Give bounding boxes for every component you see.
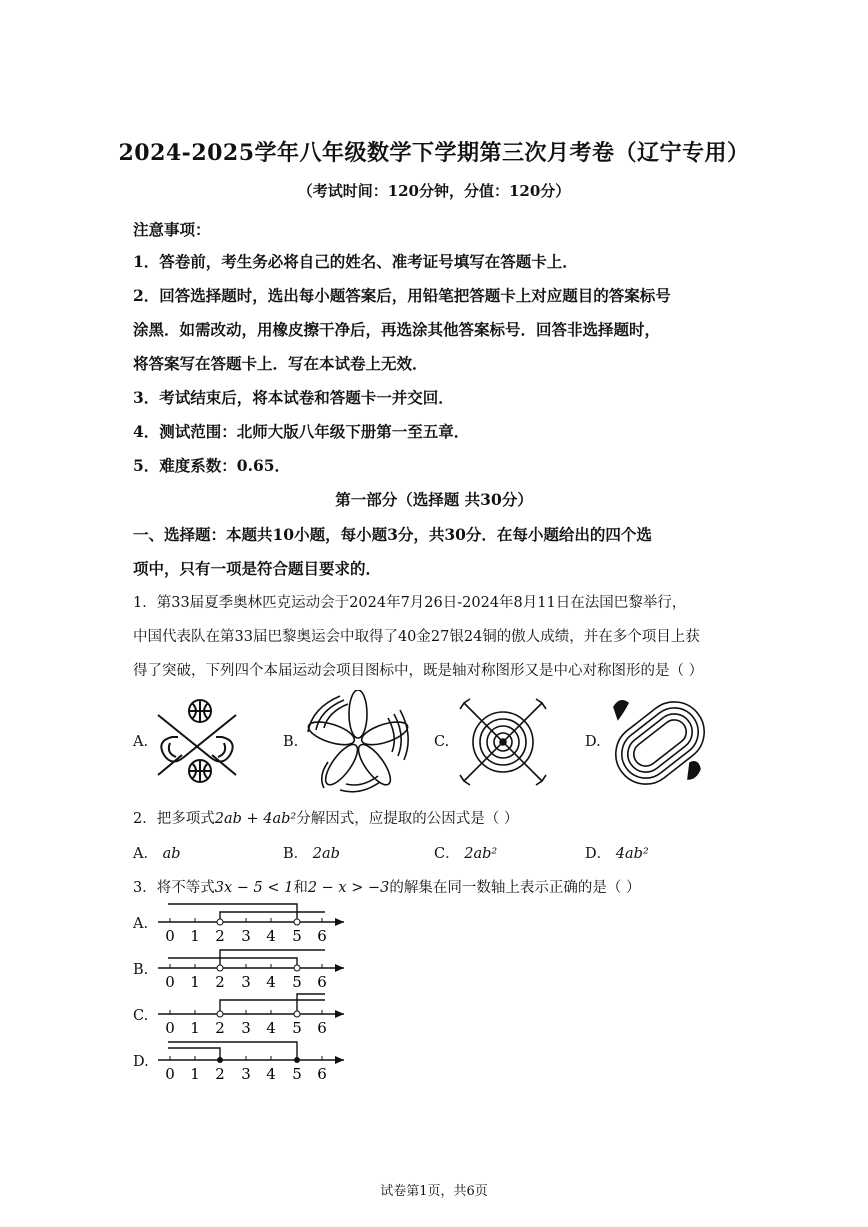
number-line-option-d-label: D. <box>133 1054 149 1070</box>
question-1-text: 得了突破，下列四个本届运动会项目图标中，既是轴对称图形又是中心对称图形的是（ ） <box>133 663 704 679</box>
tick-label: 2 <box>215 1019 225 1036</box>
tick-label: 4 <box>266 927 276 944</box>
note-item: 5．难度系数：0.65． <box>133 456 291 475</box>
number-line-option-c-label: C. <box>133 1008 149 1024</box>
tick-label: 0 <box>165 973 175 990</box>
option-c-label: C. <box>434 734 450 750</box>
option-value: 4ab² <box>615 846 649 862</box>
tick-label: 5 <box>292 1019 302 1036</box>
number-line-a <box>150 898 350 944</box>
tick-label: 5 <box>292 973 302 990</box>
question-2-suffix: 分解因式，应提取的公因式是（ ） <box>296 811 519 827</box>
notes-heading: 注意事项： <box>133 220 211 239</box>
option-value: 2ab² <box>464 846 498 862</box>
question-3-inequality-2: 2 − x > −3 <box>307 880 390 896</box>
exam-info: （考试时间：120分钟，分值：120分） <box>297 182 571 200</box>
tick-label: 6 <box>317 1019 327 1036</box>
number-line-c <box>150 990 350 1036</box>
number-line-d <box>150 1036 350 1082</box>
tick-label: 2 <box>215 973 225 990</box>
question-2-option-c <box>434 842 497 863</box>
question-2-option-b <box>283 842 340 863</box>
option-letter: A． <box>133 846 158 862</box>
option-letter: D． <box>585 846 612 862</box>
tick-label: 0 <box>165 1065 175 1082</box>
question-1-text: 中国代表队在第33届巴黎奥运会中取得了40金27银24铜的傲人成绩，并在多个项目上获 <box>133 629 700 645</box>
tick-label: 3 <box>241 1065 251 1082</box>
tick-label: 5 <box>292 1065 302 1082</box>
tick-label: 2 <box>215 927 225 944</box>
question-3-suffix: 的解集在同一数轴上表示正确的是（ ） <box>389 880 641 896</box>
tick-label: 6 <box>317 1065 327 1082</box>
number-line-b <box>150 944 350 990</box>
tick-label: 1 <box>190 1019 200 1036</box>
number-line-option-b-label: B. <box>133 962 149 978</box>
option-value: ab <box>162 846 181 862</box>
question-3-prefix: 3．将不等式 <box>133 880 215 896</box>
page-footer: 试卷第1页，共6页 <box>380 1184 488 1199</box>
note-item: 4．测试范围：北师大版八年级下册第一至五章． <box>133 422 470 441</box>
option-b-label: B. <box>283 734 299 750</box>
tick-label: 1 <box>190 1065 200 1082</box>
tick-label: 1 <box>190 927 200 944</box>
question-3-conjunction: 和 <box>293 880 308 896</box>
tick-label: 5 <box>292 927 302 944</box>
tick-label: 0 <box>165 1019 175 1036</box>
tick-label: 0 <box>165 927 175 944</box>
question-1-text: 1．第33届夏季奥林匹克运动会于2024年7月26日-2024年8月11日在法国巴黎举行， <box>133 595 687 611</box>
option-d-label: D. <box>585 734 601 750</box>
question-2-option-d <box>585 842 649 863</box>
question-2-text <box>133 807 518 828</box>
tick-label: 3 <box>241 1019 251 1036</box>
archery-target-pictogram-icon <box>456 695 550 789</box>
question-3-inequality-1: 3x − 5 < 1 <box>214 880 294 896</box>
tick-label: 6 <box>317 973 327 990</box>
tick-label: 4 <box>266 1065 276 1082</box>
section-instruction: 一、选择题：本题共10小题，每小题3分，共30分．在每小题给出的四个选 <box>133 525 652 544</box>
option-value: 2ab <box>312 846 340 862</box>
note-item: 1．答卷前，考生务必将自己的姓名、准考证号填写在答题卡上． <box>133 252 578 271</box>
tick-label: 4 <box>266 1019 276 1036</box>
option-letter: C． <box>434 846 460 862</box>
note-item: 涂黑．如需改动，用橡皮擦干净后，再选涂其他答案标号．回答非选择题时， <box>133 320 661 339</box>
question-2-polynomial: 2ab + 4ab² <box>214 811 297 827</box>
section-heading: 第一部分（选择题 共30分） <box>335 490 533 509</box>
track-running-pictogram-icon <box>608 693 708 789</box>
tick-label: 1 <box>190 973 200 990</box>
tick-label: 6 <box>317 927 327 944</box>
basketball-pictogram-icon <box>150 697 245 787</box>
option-letter: B． <box>283 846 309 862</box>
page-title: 2024-2025学年八年级数学下学期第三次月考卷（辽宁专用） <box>118 140 750 166</box>
question-3-text <box>133 876 640 897</box>
tick-label: 3 <box>241 927 251 944</box>
note-item: 3．考试结束后，将本试卷和答题卡一并交回． <box>133 388 454 407</box>
tick-label: 2 <box>215 1065 225 1082</box>
question-2-option-a <box>133 842 181 863</box>
option-a-label: A. <box>133 734 149 750</box>
note-item: 2．回答选择题时，选出每小题答案后，用铅笔把答题卡上对应题目的答案标号 <box>133 286 671 305</box>
section-instruction: 项中，只有一项是符合题目要求的． <box>133 559 382 578</box>
number-line-option-a-label: A. <box>133 916 149 932</box>
question-2-prefix: 2．把多项式 <box>133 811 215 827</box>
note-item: 将答案写在答题卡上．写在本试卷上无效． <box>133 354 428 373</box>
tick-label: 4 <box>266 973 276 990</box>
tick-label: 3 <box>241 973 251 990</box>
gymnastics-ribbon-pictogram-icon <box>303 690 413 795</box>
